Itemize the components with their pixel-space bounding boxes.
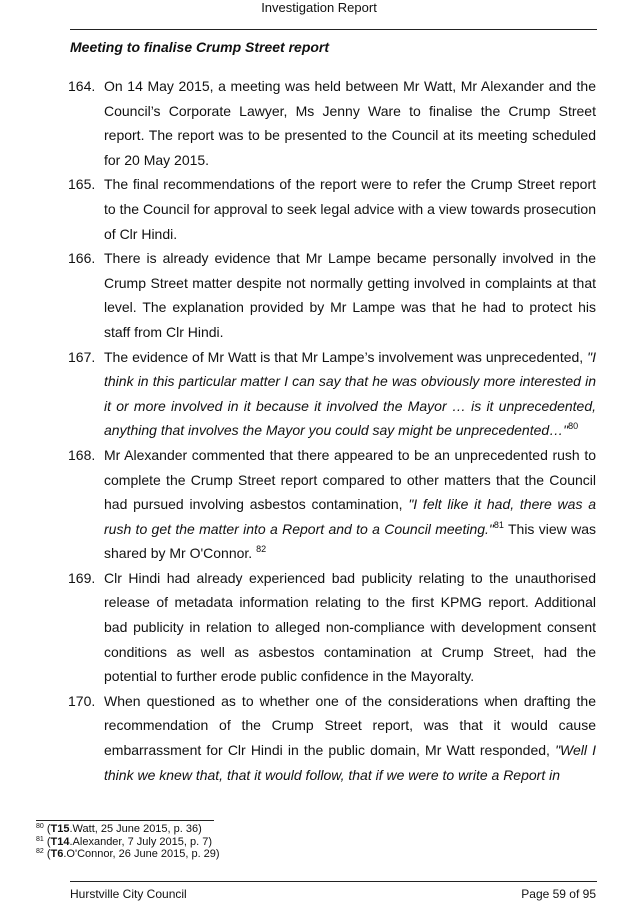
- paragraph-165: [68, 172, 596, 246]
- paragraph-number: 168.: [68, 446, 96, 463]
- paragraph-number: 164.: [68, 78, 96, 94]
- footnote-transcript-ref: T6: [50, 848, 64, 860]
- paragraph-text-continued: This view was shared by Mr O'Connor.: [104, 520, 596, 562]
- footnote-ref-82[interactable]: 82: [256, 544, 267, 555]
- footnote-text: .Watt, 25 June 2015, p. 36): [69, 823, 202, 835]
- paragraph-text: The final recommendations of the report were to refer the Crump Street report to the Council for approval to seek legal advice with a view towards prosecution of Clr Hindi.: [104, 176, 596, 242]
- paragraph-number: 167.: [68, 348, 96, 365]
- paragraph-text: When questioned as to whether one of the considerations when drafting the recommendation of the Crump Street report, was that it would cause embarrassment for Clr Hindi in the public domain, Mr Watt responded,: [104, 692, 596, 759]
- footnote-transcript-ref: T14: [50, 835, 70, 848]
- paragraph-number: 169.: [68, 569, 96, 586]
- footnote-80: $^{80}$ (T15.Watt, 25 June 2015, p. 36): [36, 823, 202, 835]
- footnote-81: $^{81}$ (T14.Alexander, 7 July 2015, p. 7): [36, 835, 212, 848]
- footer-organisation: Hurstville City Council: [70, 887, 187, 901]
- paragraph-164: [68, 74, 596, 172]
- paragraph-text: Mr Alexander commented that there appeared to be an unprecedented rush to complete the Crump Street report compared to other matters that the Council had pursued involving asbestos contamination,: [104, 446, 596, 513]
- paragraph-text: On 14 May 2015, a meeting was held between Mr Watt, Mr Alexander and the Council’s Corporate Lawyer, Ms Jenny Ware to finalise the Crump Street report. The report was to be presented to the Council at its meeting scheduled for 20 May 2015.: [104, 78, 596, 168]
- footnote-number: 81: [36, 835, 44, 843]
- footnotes: [36, 823, 436, 861]
- paragraph-170: [68, 689, 596, 787]
- footnote-text: .Alexander, 7 July 2015, p. 7): [69, 835, 212, 848]
- footnote-number: 80: [36, 823, 44, 830]
- paragraph-number: 166.: [68, 250, 96, 267]
- paragraph-166: [68, 246, 596, 344]
- footnote-text: .O'Connor, 26 June 2015, p. 29): [63, 848, 220, 860]
- footnote-ref-81[interactable]: 81: [493, 519, 504, 530]
- footnote-transcript-ref: T15: [50, 823, 70, 835]
- footer-page-number: Page 59 of 95: [521, 887, 596, 901]
- paragraph-quote: "I felt like it had, there was a rush to get the matter into a Report and to a Council meeting.": [104, 496, 596, 537]
- page-header-title: Investigation Report: [261, 0, 377, 15]
- paragraph-text: There is already evidence that Mr Lampe became personally involved in the Crump Street matter despite not normally getting involved in complaints at that level. The explanation provided by Mr Lampe was that he had to protect his staff from Clr Hindi.: [104, 250, 596, 340]
- header-rule: [70, 29, 597, 30]
- paragraph-text: Clr Hindi had already experienced bad publicity relating to the unauthorised release of metadata information relating to the first KPMG report. Additional bad publicity in relation to alleged non-compliance with development consent conditions as well as asbestos contamination at Crump Street, had the potential to further erode public confidence in the Mayoralty.: [104, 569, 596, 685]
- paragraph-168: [68, 443, 596, 566]
- paragraph-quote: "Well I think we knew that, that it would follow, that if we were to write a Report in: [104, 742, 597, 783]
- paragraph-quote: "I think in this particular matter I can say that he was obviously more interested in it or more involved in it because it involved the Mayor … is it unprecedented, anything that involves the Mayor you could say might be unprecedented…": [104, 348, 596, 439]
- footnote-82: $^{82}$ (T6.O'Connor, 26 June 2015, p. 29): [36, 848, 220, 860]
- footnote-separator: [36, 820, 214, 821]
- paragraph-number: 165.: [68, 176, 96, 193]
- paragraph-text: The evidence of Mr Watt is that Mr Lampe’s involvement was unprecedented,: [104, 348, 584, 365]
- footnote-number: 82: [36, 848, 44, 855]
- paragraph-167: [68, 345, 596, 443]
- paragraph-number: 170.: [68, 692, 96, 709]
- footer-rule: [70, 881, 597, 882]
- section-heading: Meeting to finalise Crump Street report: [70, 39, 330, 55]
- footnote-ref-80[interactable]: 80: [568, 421, 579, 432]
- paragraph-list: [68, 74, 596, 787]
- paragraph-169: [68, 566, 596, 689]
